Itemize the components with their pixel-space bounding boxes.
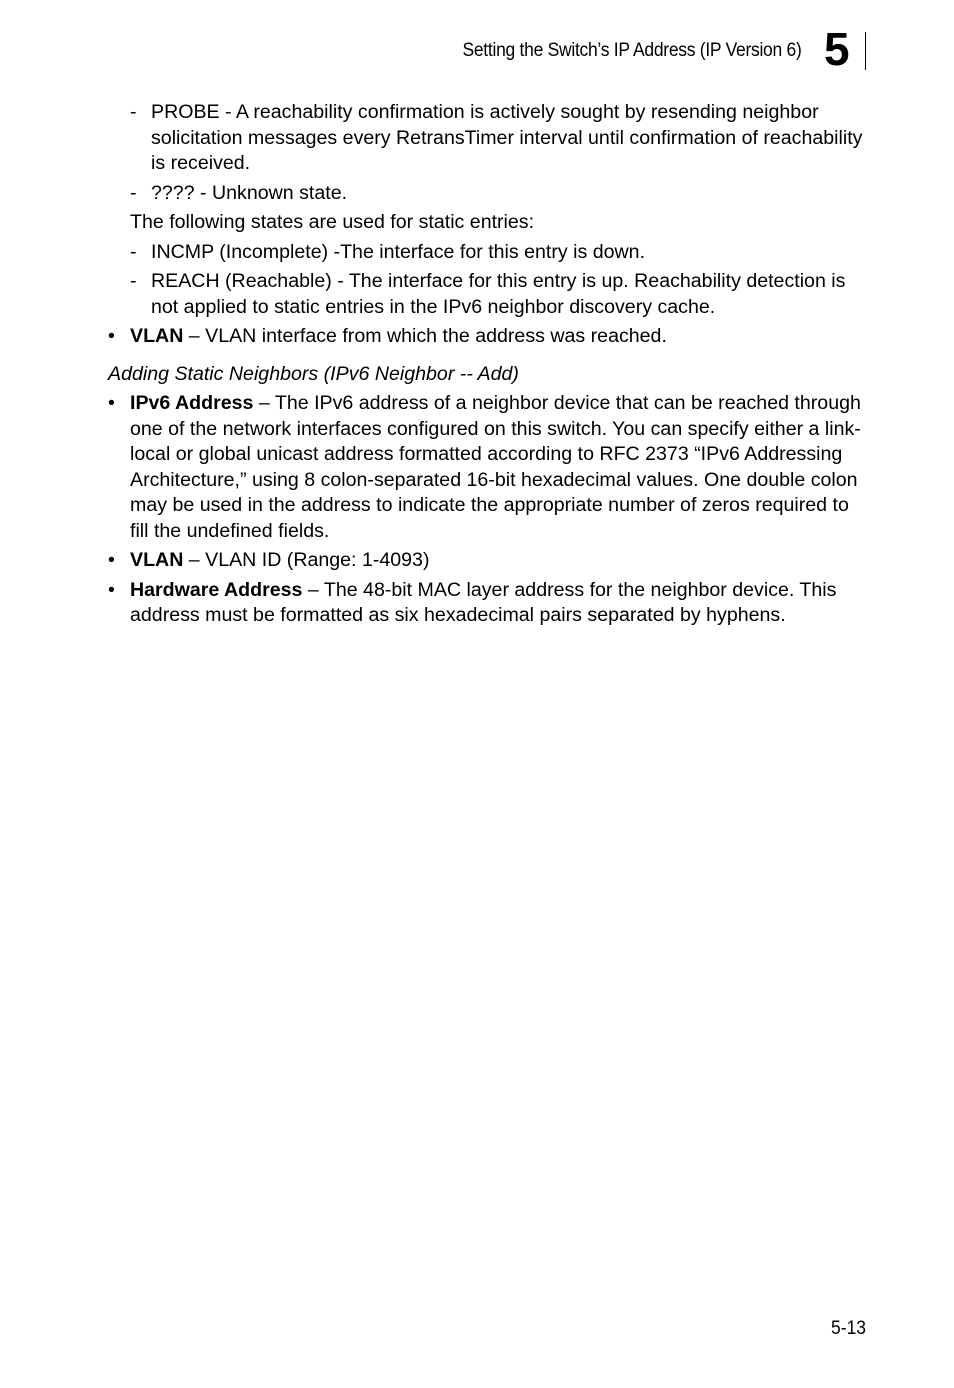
page-content xyxy=(0,100,954,633)
bullet-term: IPv6 Address xyxy=(130,392,254,414)
list-item-text: INCMP (Incomplete) -The interface for this entry is down. xyxy=(151,240,646,263)
bullet-term: VLAN xyxy=(130,325,184,347)
bullet-desc: – VLAN interface from which the address was reached. xyxy=(183,325,667,347)
bullet-item-hardware-address xyxy=(108,578,866,629)
dash-marker: - xyxy=(130,181,137,204)
section-subheading: Adding Static Neighbors (IPv6 Neighbor -- Add) xyxy=(108,362,519,385)
dash-marker: - xyxy=(130,240,137,263)
dash-marker: - xyxy=(130,270,137,292)
bullet-item-vlan-id xyxy=(108,548,866,574)
bullet-marker: • xyxy=(108,578,115,601)
bullet-item-ipv6-address xyxy=(108,391,866,544)
list-item-text: ???? - Unknown state. xyxy=(151,181,348,204)
list-item xyxy=(130,100,866,177)
list-item xyxy=(130,181,866,207)
bullet-desc: – The IPv6 address of a neighbor device that can be reached through one of the network interfaces configured on this switch. You can specify either a link-local or global unicast address formatted according to RFC 2373 “IPv6 Addressing Architecture,” using 8 colon-separated 16-bit hexadecimal values. One double colon may be used in the address to indicate the appropriate number of zeros required to fill the undefined fields. xyxy=(130,392,861,542)
bullet-marker: • xyxy=(108,549,115,571)
bullet-marker: • xyxy=(108,392,115,414)
bullet-term: VLAN xyxy=(130,549,184,571)
page-number: 5-13 xyxy=(831,1318,866,1339)
list-item xyxy=(130,269,866,320)
static-states-intro: The following states are used for static entries: xyxy=(130,211,535,233)
list-item-text: REACH (Reachable) - The interface for this entry is up. Reachability detection is not applied to static entries in the IPv6 neighbor discovery cache. xyxy=(151,270,846,318)
running-header-title: Setting the Switch’s IP Address (IP Version 6) xyxy=(462,40,802,61)
chapter-tab xyxy=(822,23,866,75)
list-item-text: PROBE - A reachability confirmation is actively sought by resending neighbor solicitation messages every RetransTimer interval until confirmation of reachability is received. xyxy=(151,101,863,174)
bullet-marker: • xyxy=(108,325,115,347)
bullet-desc: – The 48-bit MAC layer address for the neighbor device. This address must be formatted as six hexadecimal pairs separated by hyphens. xyxy=(130,578,837,626)
bullet-term: Hardware Address xyxy=(130,578,303,601)
list-item xyxy=(130,240,866,266)
bullet-desc: – VLAN ID (Range: 1-4093) xyxy=(183,549,430,571)
chapter-number: 5 xyxy=(824,23,850,75)
bullet-item-vlan xyxy=(108,324,866,350)
dash-marker: - xyxy=(130,101,137,123)
page-header xyxy=(0,23,954,75)
